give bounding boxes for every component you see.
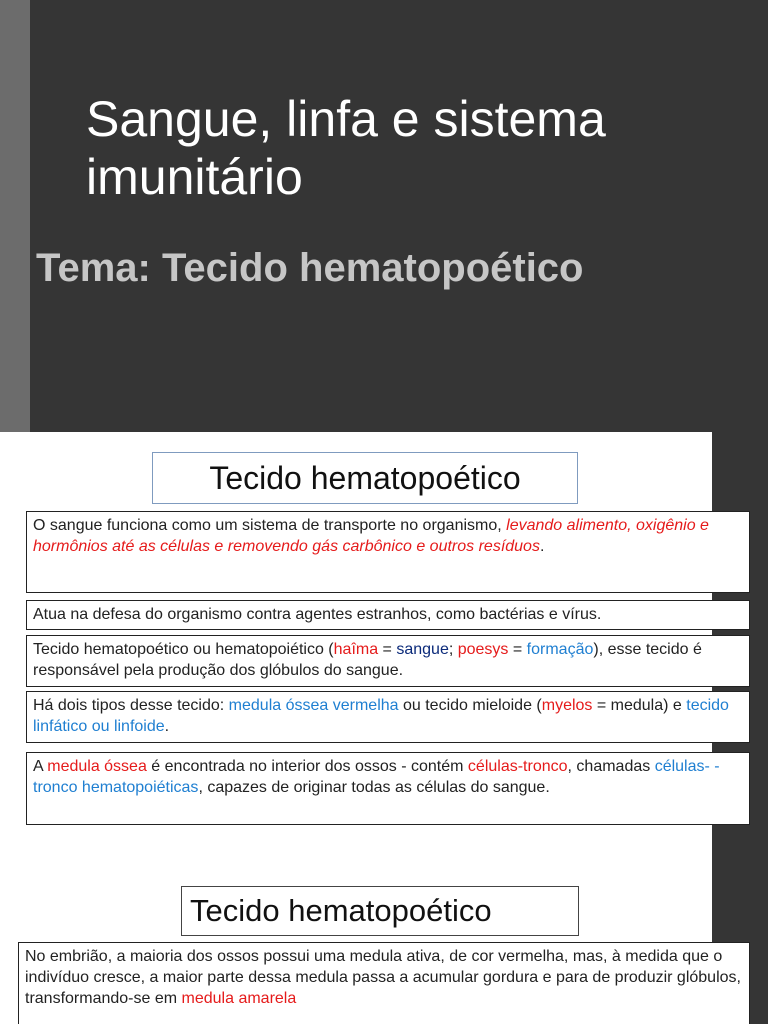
text-box-types: [26, 691, 750, 743]
highlight-text: medula amarela: [181, 990, 297, 1007]
highlight-text: medula óssea: [47, 758, 147, 775]
highlight-text: poesys: [457, 641, 509, 658]
highlight-text: myelos: [541, 697, 593, 714]
highlight-text: sangue: [396, 641, 449, 658]
slide-title: Sangue, linfa e sistema imunitário: [86, 91, 606, 205]
slide-3: [0, 872, 741, 1024]
highlight-text: células-tronco: [467, 758, 568, 775]
box-text: ), esse tecido é responsável pela produção dos glóbulos do sangue.: [33, 641, 702, 679]
box-text: ou tecido mieloide (: [398, 697, 542, 714]
slide-subtitle: Tema: Tecido hematopoético: [36, 246, 584, 290]
box-text: Tecido hematopoético: [33, 641, 189, 658]
box-text: .: [164, 718, 170, 735]
box-text: Há dois tipos desse tecido:: [33, 697, 229, 714]
box-text: =: [508, 641, 527, 658]
highlight-text: células- -tronco hematopoiéticas: [33, 758, 720, 796]
box-text: .: [539, 538, 545, 555]
box-text: ou hematopoiético (: [188, 641, 334, 658]
box-text: , capazes de originar todas as células do sangue.: [198, 779, 550, 796]
highlight-text: medula óssea vermelha: [228, 697, 399, 714]
box-text: ;: [448, 641, 458, 658]
box-text: , chamadas: [567, 758, 655, 775]
text-box-transport: [26, 511, 750, 593]
text-box-defense: [26, 600, 750, 630]
highlight-text: haîma: [333, 641, 379, 658]
text-box-bone-marrow: [26, 752, 750, 825]
highlight-text: tecido linfático ou linfoide: [33, 697, 729, 735]
text-box-embryo: [18, 942, 750, 1024]
highlight-text: formação: [526, 641, 594, 658]
box-text: =: [378, 641, 397, 658]
box-text: é encontrada no interior dos ossos - contém: [146, 758, 468, 775]
slide-2-heading: Tecido hematopoético: [152, 452, 578, 504]
box-text: Atua na defesa do organismo contra agentes estranhos, como bactérias e vírus.: [33, 606, 602, 623]
box-text: = medula) e: [592, 697, 687, 714]
left-accent-strip: [0, 0, 30, 432]
box-text: O sangue funciona como um sistema de transporte no organismo,: [33, 517, 507, 534]
text-box-definition: [26, 635, 750, 687]
box-text: A: [33, 758, 48, 775]
box-text: No embrião, a maioria dos ossos possui uma medula ativa, de cor vermelha, mas, à medida que o indivíduo cresce, a maior parte dessa medula passa a acumular gordura e para de produzir glóbulos, transformando-se em: [25, 948, 741, 1007]
highlight-text: levando alimento, oxigênio e hormônios até as células e removendo gás carbônico e outros resíduos: [33, 517, 709, 555]
slide-2: [0, 432, 729, 872]
slide-3-heading: Tecido hematopoético: [181, 886, 579, 936]
